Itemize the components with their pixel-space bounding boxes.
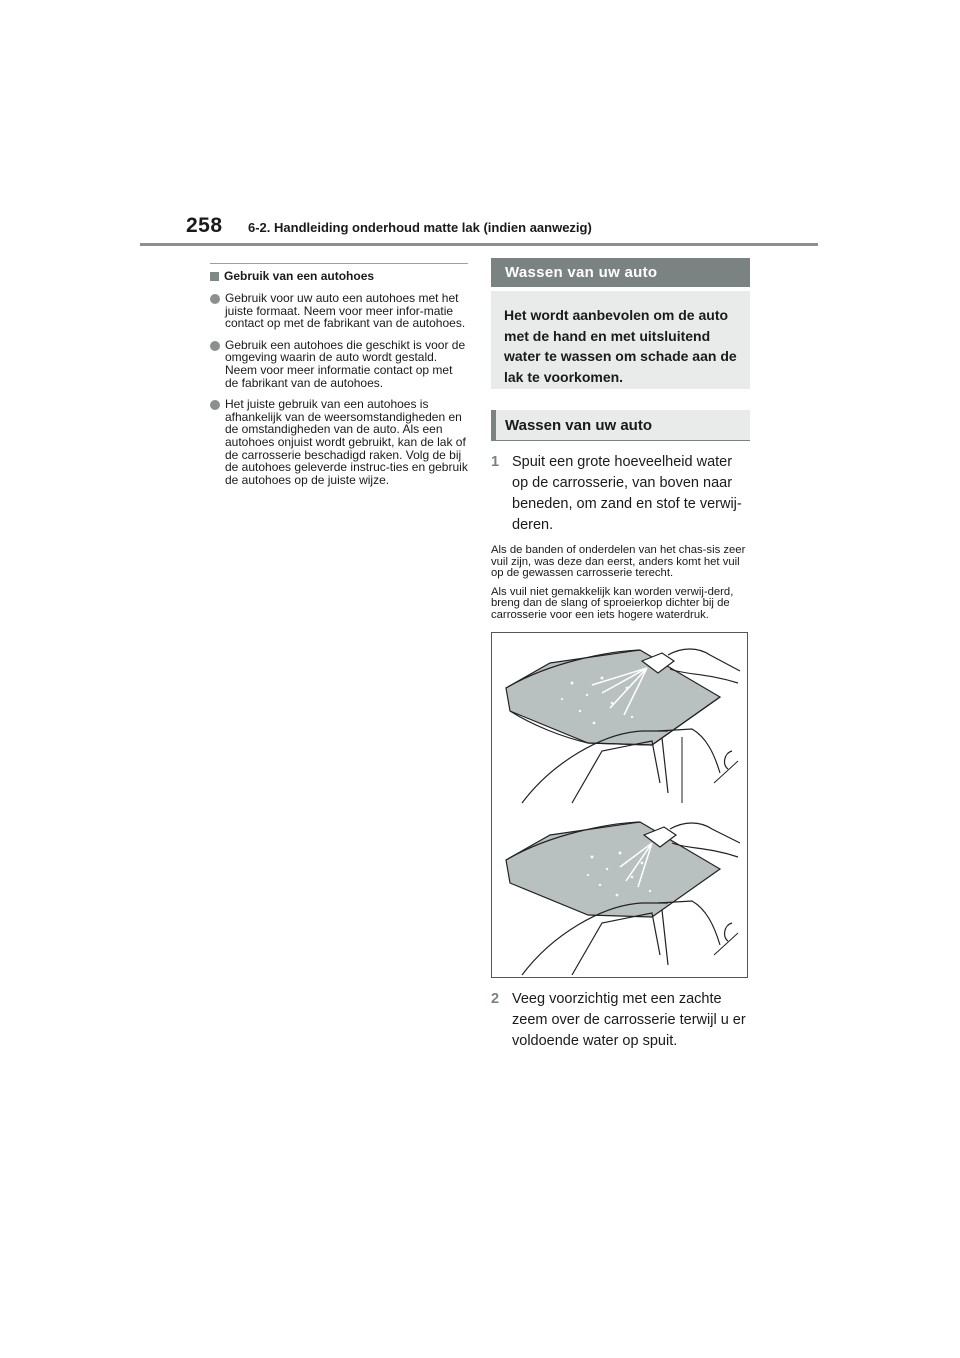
step-number: 2 <box>491 991 500 1007</box>
section-header-title: 6-2. Handleiding onderhoud matte lak (indien aanwezig) <box>248 220 592 235</box>
bullet-item <box>210 398 468 486</box>
bullet-text: Het juiste gebruik van een autohoes is afhankelijk van de weersomstandigheden en de omstandigheden van de auto. Als een autohoes onjuist wordt gebruikt, kan de lak of de carrosserie beschadigd raken. Volg de bij de autohoes geleverde instruc-ties en gebruik de autohoes op de juiste wijze. <box>225 397 468 487</box>
round-bullet-icon <box>210 400 220 410</box>
subheading-text: Gebruik van een autohoes <box>224 269 375 283</box>
header-divider <box>140 243 818 246</box>
intro-box: Het wordt aanbevolen om de auto met de hand en met uitsluitend water te wassen om schade aan de lak te voorkomen. <box>491 291 750 389</box>
step-1 <box>491 452 750 536</box>
bullet-item <box>210 292 468 330</box>
section-banner: Wassen van uw auto <box>491 258 750 287</box>
spraying-roof-illustration-bottom <box>492 805 747 977</box>
step-2 <box>491 989 750 1052</box>
spraying-roof-illustration-top <box>492 633 747 805</box>
page-number: 258 <box>186 214 223 237</box>
note-paragraph: Als vuil niet gemakkelijk kan worden verwij-derd, breng dan de slang of sproeierkop dichter bij de carrosserie voor een iets hogere waterdruk. <box>491 585 734 621</box>
left-column <box>210 263 468 495</box>
step-text: Spuit een grote hoeveelheid water op de carrosserie, van boven naar beneden, om zand en stof te verwij-deren. <box>512 454 742 533</box>
round-bullet-icon <box>210 341 220 351</box>
bullet-item <box>210 339 468 389</box>
subheading-car-cover <box>210 269 468 283</box>
section-heading: Wassen van uw auto <box>491 410 750 441</box>
step-text: Veeg voorzichtig met een zachte zeem over de carrosserie terwijl u er voldoende water op spuit. <box>512 991 746 1049</box>
note-paragraph: Als de banden of onderdelen van het chas-sis zeer vuil zijn, was deze dan eerst, anders komt het vuil op de gewassen carrosserie terecht. <box>491 544 746 579</box>
bullet-text: Gebruik voor uw auto een autohoes met het juiste formaat. Neem voor meer infor-matie contact op met de fabrikant van de autohoes. <box>225 291 466 331</box>
right-column <box>491 258 750 1052</box>
step-number: 1 <box>491 454 500 470</box>
car-washing-illustration <box>491 632 748 978</box>
square-bullet-icon <box>210 272 219 281</box>
left-divider <box>210 263 468 264</box>
bullet-text: Gebruik een autohoes die geschikt is voor de omgeving waarin de auto wordt gestald. Neem voor meer informatie contact op met de fabrikant van de autohoes. <box>225 337 466 390</box>
round-bullet-icon <box>210 294 220 304</box>
